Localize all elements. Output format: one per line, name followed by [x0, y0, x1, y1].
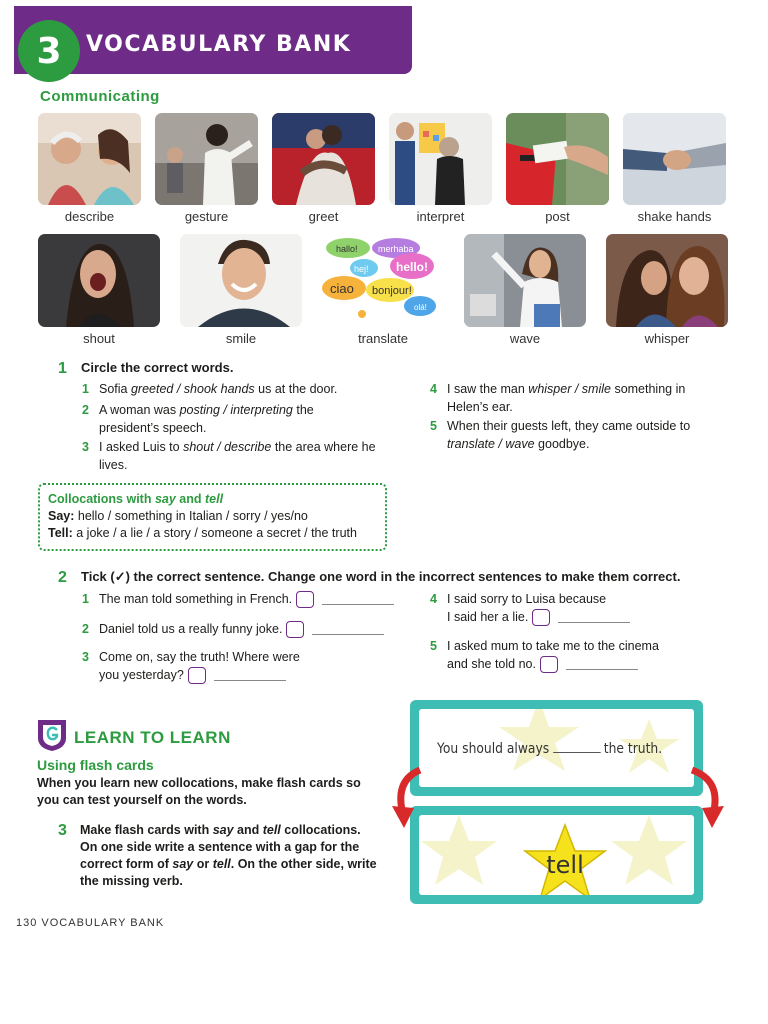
ex3-text: Make flash cards with	[80, 823, 213, 837]
item-text	[82, 380, 382, 398]
flashcard-back-face	[419, 815, 694, 895]
collocations-title	[48, 491, 377, 508]
photo-label: translate	[358, 331, 408, 346]
item-option[interactable]: interpreting	[230, 403, 293, 417]
svg-text:hello!: hello!	[396, 260, 428, 274]
exercise-2-item	[430, 637, 730, 673]
collocations-box	[38, 483, 387, 551]
item-text	[82, 401, 350, 437]
collocations-title-text: Collocations with	[48, 492, 155, 506]
photo-label: interpret	[416, 209, 465, 224]
photo-whisper-image	[606, 234, 728, 327]
answer-blank[interactable]	[214, 671, 286, 681]
photo-card-shake-hands	[623, 113, 726, 224]
item-number: 3	[82, 650, 89, 664]
photo-label: gesture	[184, 209, 229, 224]
exercise-1-item	[82, 401, 350, 437]
page-title: VOCABULARY BANK	[86, 32, 352, 57]
item-option[interactable]: greeted	[130, 382, 174, 396]
flashcard-front-pre: You should always	[437, 741, 550, 757]
item-separator: /	[213, 440, 225, 454]
photo-label: smile	[225, 331, 257, 346]
exercise-2-item	[430, 590, 730, 626]
exercise-1-item	[430, 380, 720, 416]
tick-checkbox[interactable]	[286, 621, 304, 638]
item-option[interactable]: shook hands	[183, 382, 255, 396]
learn-to-learn-subtitle: Using flash cards	[37, 757, 154, 773]
item-separator: /	[494, 437, 506, 451]
photo-card-smile	[180, 234, 302, 346]
photo-card-describe	[38, 113, 141, 224]
ex3-text: . On the other side, write the missing verb.	[80, 857, 377, 888]
svg-text:hej!: hej!	[354, 264, 369, 274]
photo-translate-image	[322, 234, 444, 327]
photo-post-image	[506, 113, 609, 205]
item-number: 4	[430, 592, 437, 606]
item-text-post: goodbye.	[534, 437, 590, 451]
item-text-pre: Sofia	[99, 382, 131, 396]
exercise-3-number: 3	[58, 822, 67, 839]
exercise-1-item	[82, 380, 382, 398]
answer-blank[interactable]	[312, 625, 384, 635]
item-text	[82, 438, 382, 474]
photo-interpret-image	[389, 113, 492, 205]
item-sentence-line-2: and she told no.	[447, 657, 536, 671]
exercise-1-number: 1	[58, 360, 67, 377]
item-text	[430, 380, 720, 416]
say-label: Say:	[48, 509, 75, 523]
item-sentence-line-2: you yesterday?	[99, 668, 184, 682]
photo-shake-hands-image	[623, 113, 726, 205]
exercise-1-item	[430, 417, 722, 453]
photo-shout-image	[38, 234, 160, 327]
photo-greet-image	[272, 113, 375, 205]
page-footer: 130 VOCABULARY BANK	[16, 917, 165, 929]
ex3-text: collocations. On one side write a sentence with a gap for the correct form of	[80, 823, 361, 871]
collocations-title-and: and	[175, 492, 205, 506]
photo-label: shout	[83, 331, 115, 346]
say-text: hello / something in Italian / sorry / yes/no	[74, 509, 308, 523]
item-sentence-line-1: I said sorry to Luisa because	[447, 592, 607, 606]
answer-blank[interactable]	[566, 660, 638, 670]
item-text	[430, 637, 730, 673]
item-option[interactable]: posting	[179, 403, 220, 417]
photo-card-translate	[322, 234, 444, 346]
exercise-2-item	[82, 590, 422, 608]
item-number: 3	[82, 440, 89, 454]
photo-label: greet	[308, 209, 339, 224]
item-text-pre: I asked Luis to	[99, 440, 184, 454]
flashcard-front-post: the truth.	[603, 741, 663, 757]
svg-text:hallo!: hallo!	[336, 244, 358, 254]
item-number: 5	[430, 419, 437, 433]
photo-card-shout	[38, 234, 160, 346]
tick-checkbox[interactable]	[540, 656, 558, 673]
item-text	[82, 590, 422, 608]
learn-to-learn-icon	[36, 718, 68, 752]
photo-gesture-image	[155, 113, 258, 205]
photo-card-interpret	[389, 113, 492, 224]
photo-wave-image	[464, 234, 586, 327]
exercise-1-instruction: Circle the correct words.	[81, 360, 234, 375]
svg-text:ciao: ciao	[330, 281, 354, 296]
ex3-tell: tell	[212, 857, 231, 871]
item-number: 2	[82, 403, 89, 417]
item-text-pre: A woman was	[99, 403, 180, 417]
flashcard-front-face	[419, 709, 694, 787]
answer-blank[interactable]	[558, 613, 630, 623]
item-option[interactable]: shout	[183, 440, 214, 454]
item-option[interactable]: whisper	[528, 382, 572, 396]
tell-text: a joke / a lie / a story / someone a secret / the truth	[72, 526, 357, 540]
photo-row-2	[38, 234, 728, 346]
ex3-say: say	[172, 857, 194, 871]
item-number: 1	[82, 382, 89, 396]
flip-arrow-right-icon	[686, 766, 726, 830]
photo-card-wave	[464, 234, 586, 346]
item-text	[82, 620, 422, 638]
unit-number-badge: 3	[18, 20, 80, 82]
photo-card-gesture	[155, 113, 258, 224]
photo-row-1	[38, 113, 726, 224]
item-number: 5	[430, 639, 437, 653]
item-separator: /	[571, 382, 582, 396]
exercise-2-item	[82, 648, 422, 684]
tick-checkbox[interactable]	[532, 609, 550, 626]
photo-describe-image	[38, 113, 141, 205]
item-sentence-line-1: Come on, say the truth! Where were	[99, 650, 300, 664]
flashcard-back-word: tell	[546, 851, 584, 879]
item-text-post: something in Helen’s ear.	[447, 382, 686, 414]
item-text-post: the president’s speech.	[99, 403, 314, 435]
ex3-text: and	[233, 823, 263, 837]
flashcard-gap	[553, 752, 601, 753]
item-separator: /	[173, 382, 184, 396]
photo-card-post	[506, 113, 609, 224]
collocations-title-say: say	[154, 492, 176, 506]
learn-to-learn-title: LEARN TO LEARN	[74, 728, 231, 747]
item-text	[430, 590, 730, 626]
tick-checkbox[interactable]	[188, 667, 206, 684]
item-sentence-line-2: I said her a lie.	[447, 610, 529, 624]
exercise-2-number: 2	[58, 569, 67, 586]
item-separator: /	[219, 403, 231, 417]
svg-text:bonjour!: bonjour!	[372, 285, 412, 297]
exercise-3-instruction	[80, 822, 380, 890]
item-number: 1	[82, 592, 89, 606]
item-text	[82, 648, 422, 684]
photo-card-greet	[272, 113, 375, 224]
flashcard-front	[410, 700, 703, 796]
svg-text:merhaba: merhaba	[378, 244, 414, 254]
answer-blank[interactable]	[322, 595, 394, 605]
item-option[interactable]: smile	[581, 382, 611, 396]
tick-checkbox[interactable]	[296, 591, 314, 608]
item-text-post: the area where he lives.	[99, 440, 376, 472]
photo-smile-image	[180, 234, 302, 327]
ex3-text: or	[193, 857, 213, 871]
item-text	[430, 417, 722, 453]
photo-label: shake hands	[637, 209, 712, 224]
ex3-tell: tell	[262, 823, 281, 837]
item-sentence: Daniel told us a really funny joke.	[99, 622, 283, 636]
exercise-1-item	[82, 438, 382, 474]
item-sentence: The man told something in French.	[99, 592, 293, 606]
star-icon	[523, 823, 607, 895]
ex3-say: say	[212, 823, 234, 837]
item-option[interactable]: wave	[505, 437, 535, 451]
collocations-tell-line	[48, 525, 377, 542]
item-sentence-line-1: I asked mum to take me to the cinema	[447, 639, 659, 653]
collocations-title-tell: tell	[204, 492, 224, 506]
photo-label: describe	[64, 209, 115, 224]
photo-card-whisper	[606, 234, 728, 346]
tell-label: Tell:	[48, 526, 73, 540]
exercise-2-item	[82, 620, 422, 638]
item-number: 2	[82, 622, 89, 636]
photo-label: post	[545, 209, 570, 224]
item-option[interactable]: translate	[447, 437, 495, 451]
item-option[interactable]: describe	[224, 440, 272, 454]
flashcard-back	[410, 806, 703, 904]
exercise-2-instruction: Tick (✓) the correct sentence. Change one word in the incorrect sentences to make them correct.	[81, 569, 681, 584]
svg-text:olá!: olá!	[414, 303, 427, 312]
learn-to-learn-body: When you learn new collocations, make flash cards so you can test yourself on the words.	[37, 776, 361, 807]
section-title: Communicating	[40, 88, 160, 105]
item-text-post: us at the door.	[254, 382, 338, 396]
photo-label: whisper	[644, 331, 690, 346]
photo-label: wave	[509, 331, 541, 346]
flashcard-front-text	[437, 741, 662, 757]
flip-arrow-left-icon	[392, 766, 428, 830]
item-text-pre: I saw the man	[447, 382, 529, 396]
collocations-say-line	[48, 508, 377, 525]
item-text-pre: When their guests left, they came outside to	[447, 419, 691, 433]
item-number: 4	[430, 382, 437, 396]
